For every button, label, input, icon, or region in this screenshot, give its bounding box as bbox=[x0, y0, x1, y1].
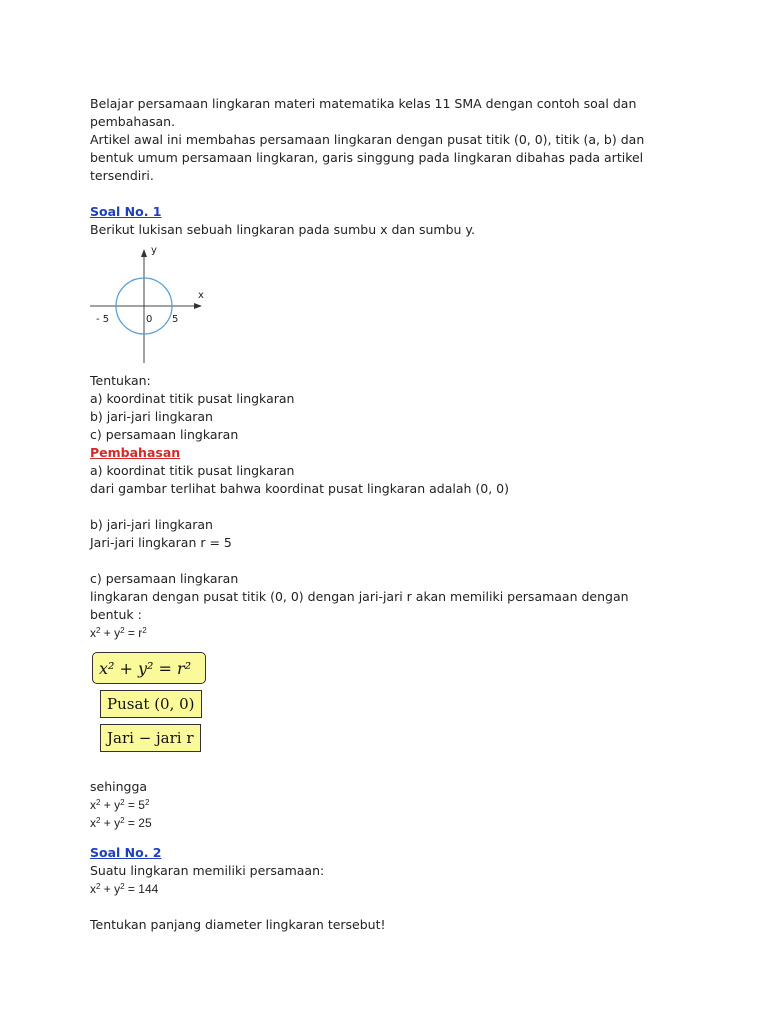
intro-line: tersendiri. bbox=[90, 168, 154, 183]
answer-c-text: lingkaran dengan pusat titik (0, 0) dengan jari-jari r akan memiliki persamaan dengan bbox=[90, 589, 629, 604]
answer-a-text: dari gambar terlihat bahwa koordinat pusat lingkaran adalah (0, 0) bbox=[90, 481, 510, 496]
neg-five-label: - 5 bbox=[96, 314, 110, 325]
intro-paragraph bbox=[90, 95, 690, 185]
formula-summary-box bbox=[90, 652, 690, 764]
x-axis-arrow bbox=[194, 303, 202, 309]
answer-c-title: c) persamaan lingkaran bbox=[90, 571, 239, 586]
formula-main-box: x² + y² = r² bbox=[92, 652, 206, 684]
intro-line: Belajar persamaan lingkaran materi matematika kelas 11 SMA dengan contoh soal dan bbox=[90, 96, 637, 111]
general-formula: $x^2 + y^2 = r^2$ bbox=[90, 626, 147, 640]
intro-line: bentuk umum persamaan lingkaran, garis singgung pada lingkaran dibahas pada artikel bbox=[90, 150, 644, 165]
origin-label: 0 bbox=[146, 314, 153, 325]
question-item: b) jari-jari lingkaran bbox=[90, 409, 213, 424]
result-equation-2: $x^2 + y^2 = 25$ bbox=[90, 816, 152, 830]
formula-pusat-box: Pusat (0, 0) bbox=[100, 690, 202, 718]
pos-five-label: 5 bbox=[172, 314, 179, 325]
x-axis-label: x bbox=[198, 290, 204, 301]
answer-a-title: a) koordinat titik pusat lingkaran bbox=[90, 463, 295, 478]
question-item: a) koordinat titik pusat lingkaran bbox=[90, 391, 295, 406]
answer-b-title: b) jari-jari lingkaran bbox=[90, 517, 213, 532]
y-axis-label: y bbox=[151, 245, 157, 256]
question-item: c) persamaan lingkaran bbox=[90, 427, 239, 442]
tentukan-label: Tentukan: bbox=[90, 373, 151, 388]
soal-2-equation: $x^2 + y^2 = 144$ bbox=[90, 882, 159, 896]
answer-c-text: bentuk : bbox=[90, 607, 142, 622]
pembahasan-heading: Pembahasan bbox=[90, 445, 181, 460]
intro-line: Artikel awal ini membahas persamaan lingkaran dengan pusat titik (0, 0), titik (a, b) dan bbox=[90, 132, 645, 147]
soal-2-text: Suatu lingkaran memiliki persamaan: bbox=[90, 863, 325, 878]
result-equation-1: $x^2 + y^2 = 5^2$ bbox=[90, 798, 150, 812]
soal-1-text: Berikut lukisan sebuah lingkaran pada sumbu x dan sumbu y. bbox=[90, 222, 475, 237]
formula-jari-box: Jari − jari r bbox=[100, 724, 201, 752]
circle-diagram bbox=[90, 243, 220, 367]
soal-2-heading: Soal No. 2 bbox=[90, 845, 162, 860]
answer-b-text: Jari-jari lingkaran r = 5 bbox=[90, 535, 232, 550]
soal-1-heading: Soal No. 1 bbox=[90, 204, 162, 219]
soal-2-question: Tentukan panjang diameter lingkaran tersebut! bbox=[90, 917, 386, 932]
y-axis-arrow bbox=[141, 249, 147, 257]
sehingga-label: sehingga bbox=[90, 779, 148, 794]
intro-line: pembahasan. bbox=[90, 114, 176, 129]
document-page bbox=[90, 95, 690, 934]
